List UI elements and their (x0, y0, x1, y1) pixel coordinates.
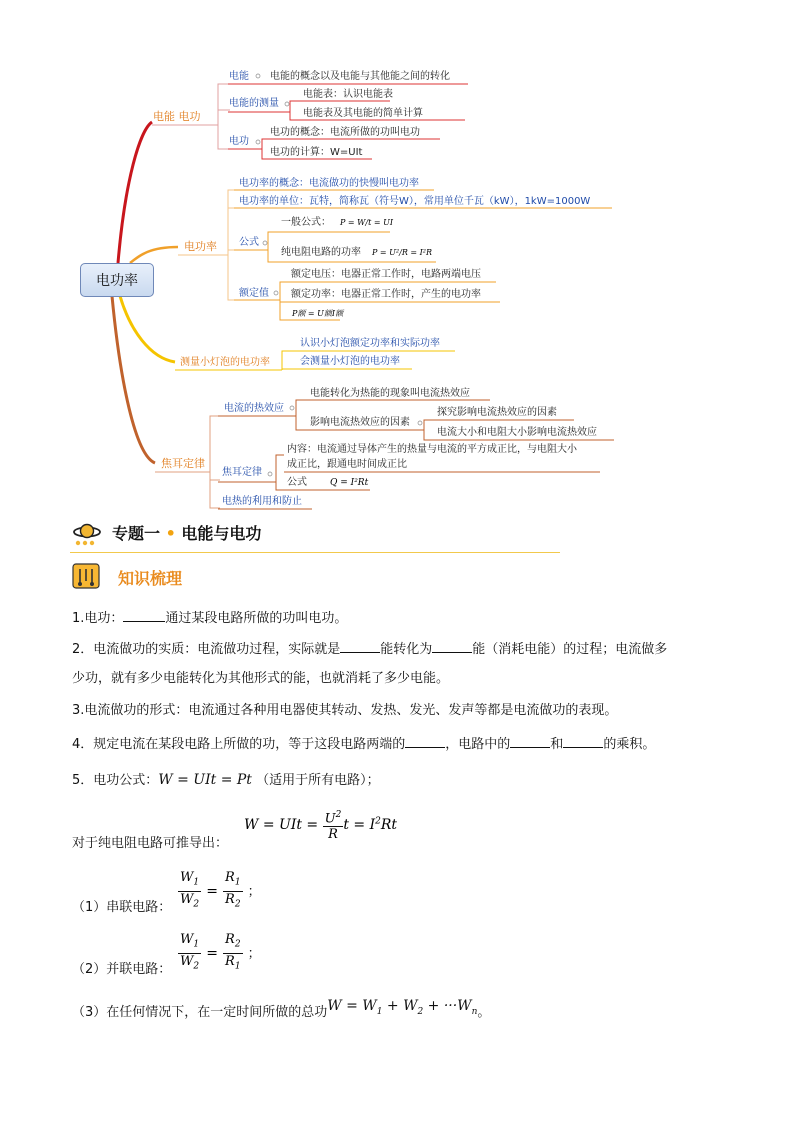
formula-joule: Q = I²Rt (330, 478, 369, 488)
item-4: 4．规定电流在某段电路上所做的功，等于这段电路两端的 ，电路中的 和 的乘积。 (72, 733, 655, 755)
node-joule-law: 焦耳定律 (222, 467, 262, 478)
node-formula: 公式 (239, 237, 259, 248)
leaf-meter: 电能表：认识电能表 (303, 89, 393, 100)
branch-electric-power: 电功率 (184, 240, 217, 253)
formula-work: W = UIt = Pt (158, 772, 252, 788)
node-electric-work: 电功 (229, 136, 249, 147)
formula-general-text: P = W/t = UI (340, 218, 393, 227)
branch-electric-energy-work: 电能 电功 (153, 110, 201, 123)
branch-measure-bulb: 测量小灯泡的电功率 (180, 357, 270, 368)
leaf-joule-content-1: 内容：电流通过导体产生的热量与电流的平方成正比，与电阻大小 (287, 444, 577, 455)
planet-icon (72, 520, 104, 548)
leaf-joule-formula-label: 公式 (287, 477, 307, 488)
mind-map (0, 0, 794, 520)
item-5: 5．电功公式：W = UIt = Pt （适用于所有电路）； (72, 772, 380, 788)
leaf-bulb-power: 认识小灯泡额定功率和实际功率 (300, 338, 440, 349)
leaf-rated-power: 额定功率：电器正常工作时，产生的电功率 (291, 289, 481, 300)
blank-4a[interactable] (405, 733, 445, 748)
node-heat-use: 电热的利用和防止 (222, 496, 302, 507)
leaf-pure-resistive: 纯电阻电路的功率 (281, 247, 361, 258)
node-rated-values: 额定值 (239, 288, 269, 299)
blank-4c[interactable] (563, 733, 603, 748)
section-title: 专题一 • 电能与电功 (112, 524, 262, 543)
node-energy-measure: 电能的测量 (229, 98, 279, 109)
knowledge-title: 知识梳理 (118, 569, 183, 588)
formula-rated: P额 = U额I额 (292, 309, 344, 318)
leaf-explore-factors: 探究影响电流热效应的因素 (437, 407, 557, 418)
node-electric-energy: 电能 (229, 71, 249, 82)
item-total-work: （3）在任何情况下，在一定时间所做的总功$W = W_1 + W_2 + \cdot\cdot\cdot W_n$。 (72, 998, 491, 1020)
item-2-line-2: 少功，就有多少电能转化为其他形式的能，也就消耗了多少电能。 (72, 671, 450, 686)
item-3: 3.电流做功的形式：电流通过各种用电器使其转动、发热、发光、发声等都是电流做功的表现。 (72, 703, 618, 718)
leaf-joule-content-2: 成正比，跟通电时间成正比 (287, 459, 407, 470)
mind-map-root: 电功率 (80, 263, 154, 297)
knowledge-icon (72, 563, 100, 589)
item-2-line-1: 2．电流做功的实质：电流做功过程，实际就是 能转化为 能（消耗电能）的过程；电流做多 (72, 638, 667, 660)
leaf-current-resistance: 电流大小和电阻大小影响电流热效应 (437, 427, 597, 438)
item-1: 1.电功： 通过某段电路所做的功叫电功。 (72, 607, 347, 629)
formula-series: $\frac{W_1}{W_2}$ = $\frac{R_1}{R_2}$ ； (180, 870, 261, 910)
formula-parallel: $\frac{W_1}{W_2}$ = $\frac{R_2}{R_1}$ ； (180, 932, 261, 972)
blank-2b[interactable] (432, 638, 472, 653)
item-parallel: （2）并联电路： (72, 962, 172, 977)
item-6: 对于纯电阻电路可推导出： (72, 836, 229, 851)
leaf-heat-factors: 影响电流热效应的因素 (310, 417, 410, 428)
blank-1[interactable] (123, 607, 165, 622)
leaf-bulb-measure: 会测量小灯泡的电功率 (300, 356, 400, 367)
leaf-work-concept: 电功的概念：电流所做的功叫电功 (270, 127, 420, 138)
leaf-work-calc: 电功的计算：W=UIt (270, 147, 363, 158)
blank-2a[interactable] (340, 638, 380, 653)
leaf-power-concept: 电功率的概念：电流做功的快慢叫电功率 (239, 178, 419, 189)
leaf-heat-effect-def: 电能转化为热能的现象叫电流热效应 (310, 388, 470, 399)
leaf-power-unit: 电功率的单位：瓦特，简称瓦（符号W），常用单位千瓦（kW），1kW=1000W (239, 196, 591, 207)
item-series: （1）串联电路： (72, 900, 172, 915)
blank-4b[interactable] (510, 733, 550, 748)
section-divider (70, 552, 560, 553)
formula-total-work: $W = W_1 + W_2 + \cdot\cdot\cdot W_n$ (327, 998, 478, 1017)
formula-pure-resistive: W = UIt = $\frac{U^2}{R}$ $t = I^2Rt$ (244, 810, 398, 843)
formula-pure-resistive-text: P = U²/R = I²R (372, 248, 433, 257)
node-heat-effect: 电流的热效应 (224, 403, 284, 414)
leaf-rated-voltage: 额定电压：电器正常工作时，电路两端电压 (291, 269, 481, 280)
leaf-energy-concept: 电能的概念以及电能与其他能之间的转化 (270, 71, 450, 82)
leaf-meter-calc: 电能表及其电能的简单计算 (303, 108, 423, 119)
leaf-general-formula: 一般公式： (281, 217, 331, 228)
branch-joule-law: 焦耳定律 (161, 457, 205, 470)
